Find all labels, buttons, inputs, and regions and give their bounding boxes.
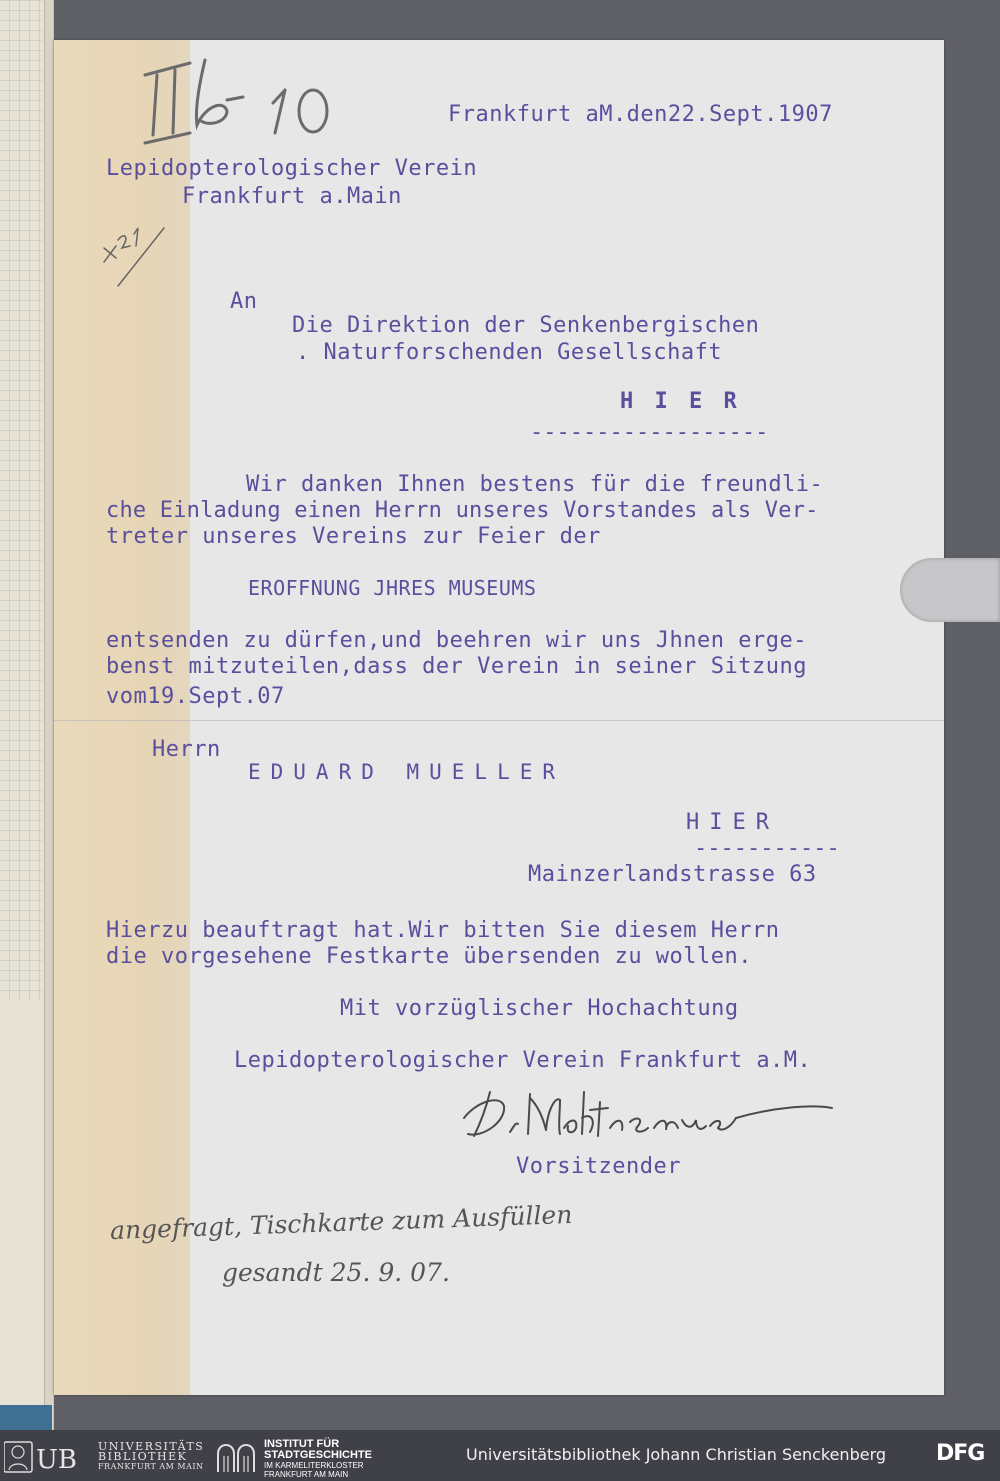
herrn-label: Herrn bbox=[152, 737, 221, 762]
letter-date: Frankfurt aM.den22.Sept.1907 bbox=[448, 102, 833, 127]
archive-mark-handwritten bbox=[135, 55, 345, 155]
body-paragraph-2-line-1: entsenden zu dürfen,und beehren wir uns Jhnen erge- bbox=[106, 628, 808, 653]
ifs-line-3: IM KARMELITERKLOSTER bbox=[264, 1461, 364, 1470]
ub-line-2: BIBLIOTHEK bbox=[98, 1450, 188, 1463]
hier-heading-2: HIER bbox=[686, 810, 779, 835]
ifs-name bbox=[264, 1439, 372, 1479]
underline-dashes-1: ------------------ bbox=[530, 420, 769, 445]
ifs-line-4: FRANKFURT AM MAIN bbox=[264, 1470, 349, 1479]
handwritten-note-line-2: gesandt 25. 9. 07. bbox=[222, 1258, 450, 1287]
margin-mark-handwritten bbox=[100, 222, 170, 292]
sender-city: Frankfurt a.Main bbox=[182, 184, 402, 209]
body-paragraph-1-line-3: treter unseres Vereins zur Feier der bbox=[106, 524, 601, 549]
recipient-line-1: Die Direktion der Senkenbergischen bbox=[292, 313, 760, 338]
ifs-line-2: STADTGESCHICHTE bbox=[264, 1449, 372, 1461]
delegate-name: EDUARD MUELLER bbox=[248, 760, 566, 784]
ifs-logo-icon bbox=[214, 1440, 258, 1474]
body-paragraph-2-line-3: vom19.Sept.07 bbox=[106, 684, 285, 709]
folder-grid-paper bbox=[0, 0, 42, 1000]
closing-phrase: Mit vorzüglischer Hochachtung bbox=[340, 996, 739, 1021]
ub-logo-icon bbox=[4, 1440, 96, 1474]
underline-dashes-2: ----------- bbox=[694, 836, 840, 861]
folder-cover bbox=[0, 0, 54, 1430]
handwritten-note-line-1: angefragt, Tischkarte zum Ausfüllen bbox=[109, 1199, 573, 1246]
folder-binding-tape bbox=[0, 1405, 52, 1430]
paper-fold-line bbox=[54, 720, 944, 721]
body-paragraph-2-line-2: benst mitzuteilen,dass der Verein in seiner Sitzung bbox=[106, 654, 808, 679]
paper-clip-tab bbox=[900, 558, 1000, 622]
sender-name: Lepidopterologischer Verein bbox=[106, 156, 478, 181]
body-paragraph-3-line-1: Hierzu beauftragt hat.Wir bitten Sie diesem Herrn bbox=[106, 918, 780, 943]
footer-title: Universitätsbibliothek Johann Christian Senckenberg bbox=[466, 1445, 887, 1464]
body-paragraph-1-line-1: Wir danken Ihnen bestens für die freundli- bbox=[246, 472, 824, 497]
signatory-role: Vorsitzender bbox=[516, 1154, 681, 1179]
svg-text:II b 10: II b 10 bbox=[135, 55, 138, 56]
ub-name bbox=[98, 1442, 204, 1472]
ub-abbr: UB bbox=[36, 1445, 78, 1474]
recipient-line-2: . Naturforschenden Gesellschaft bbox=[296, 340, 723, 365]
ub-line-1: UNIVERSITÄTS bbox=[98, 1440, 205, 1453]
ub-line-3: FRANKFURT AM MAIN bbox=[98, 1462, 204, 1471]
hier-heading-1: H I E R bbox=[620, 389, 741, 414]
body-paragraph-1-line-2: che Einladung einen Herrn unseres Vorstandes als Ver- bbox=[106, 498, 819, 523]
closing-organization: Lepidopterologischer Verein Frankfurt a.M. bbox=[234, 1048, 812, 1073]
salutation-an: An bbox=[230, 289, 258, 314]
event-name: EROFFNUNG JHRES MUSEUMS bbox=[248, 576, 537, 600]
body-paragraph-3-line-2: die vorgesehene Festkarte übersenden zu wollen. bbox=[106, 944, 753, 969]
signature bbox=[460, 1078, 840, 1148]
folder-spine bbox=[44, 0, 53, 1430]
letter-sheet bbox=[54, 40, 944, 1395]
delegate-address: Mainzerlandstrasse 63 bbox=[528, 862, 817, 887]
ifs-line-1: INSTITUT FÜR bbox=[264, 1438, 340, 1450]
dfg-logo: DFG bbox=[936, 1441, 985, 1466]
